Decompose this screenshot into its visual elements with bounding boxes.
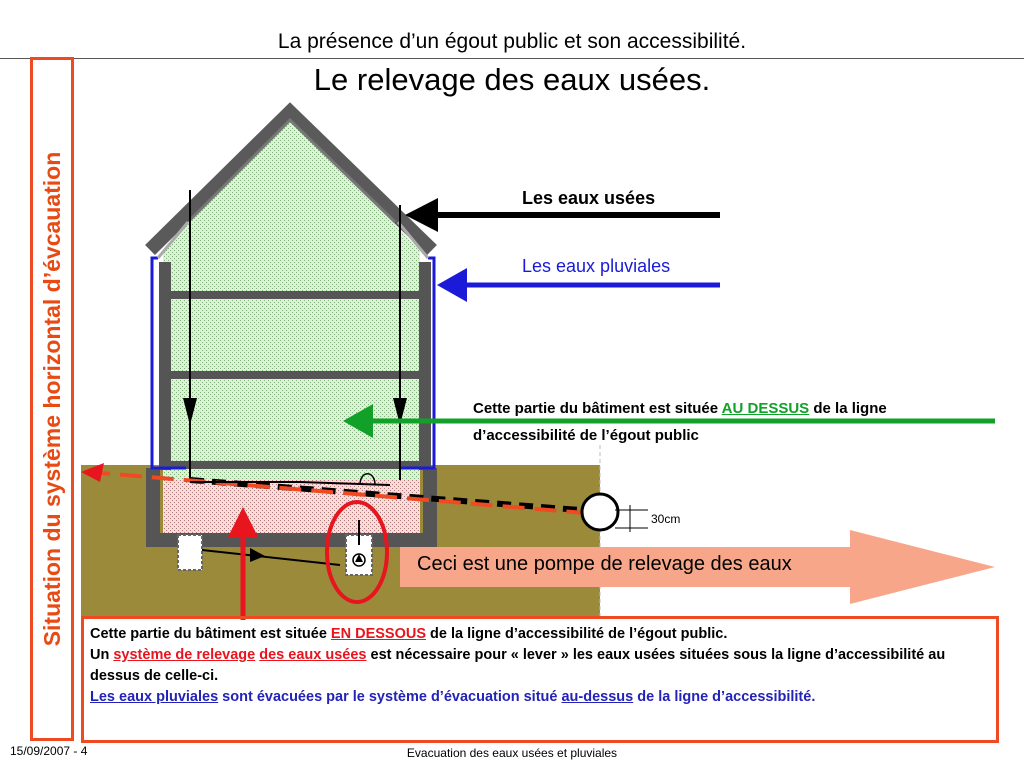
above-note-emph: AU DESSUS bbox=[721, 400, 810, 417]
below-note-line3: Les eaux pluviales sont évacuées par le système d’évacuation situé au-dessus de la ligne d’accessibilité. bbox=[90, 689, 816, 705]
side-label: Situation du système horizontal d’évcauation bbox=[39, 151, 65, 647]
below-note-line1: Cette partie du bâtiment est située EN DESSOUS de la ligne d’accessibilité de l’égout public. bbox=[90, 626, 728, 642]
public-sewer-pipe bbox=[582, 494, 618, 530]
ground-layer-right bbox=[430, 465, 600, 617]
below-note-emph2: système de relevage bbox=[113, 647, 256, 663]
above-note-part1: Cette partie du bâtiment est située bbox=[473, 400, 722, 417]
above-note-part2: de la ligne d’accessibilité de l’égout public bbox=[473, 400, 887, 444]
below-note-above-link: au-dessus bbox=[561, 689, 634, 705]
below-note-line2: Un système de relevage des eaux usées est nécessaire pour « lever » les eaux usées situées sous la ligne d’accessibilité au dessus de celle-ci. bbox=[90, 647, 946, 684]
header-title: La présence d’un égout public et son accessibilité. bbox=[277, 30, 747, 53]
above-note bbox=[473, 395, 983, 449]
footing-left bbox=[178, 535, 202, 570]
footer-title: Evacuation des eaux usées et pluviales bbox=[406, 746, 618, 760]
below-note-emph: EN DESSOUS bbox=[330, 626, 427, 642]
rainwater-arrow-head bbox=[437, 268, 467, 302]
below-note-emph3: des eaux usées bbox=[259, 647, 367, 663]
footer-date: 15/09/2007 - 4 bbox=[10, 744, 88, 758]
wastewater-label: Les eaux usées bbox=[522, 188, 656, 208]
below-note bbox=[81, 616, 999, 743]
dimension-label: 30cm bbox=[651, 512, 681, 526]
pump-label: Ceci est une pompe de relevage des eaux bbox=[417, 553, 792, 575]
rainwater-label: Les eaux pluviales bbox=[522, 256, 671, 276]
page-title: Le relevage des eaux usées. bbox=[313, 62, 711, 97]
below-note-rain-link: Les eaux pluviales bbox=[90, 689, 219, 705]
header-divider bbox=[0, 58, 1024, 59]
